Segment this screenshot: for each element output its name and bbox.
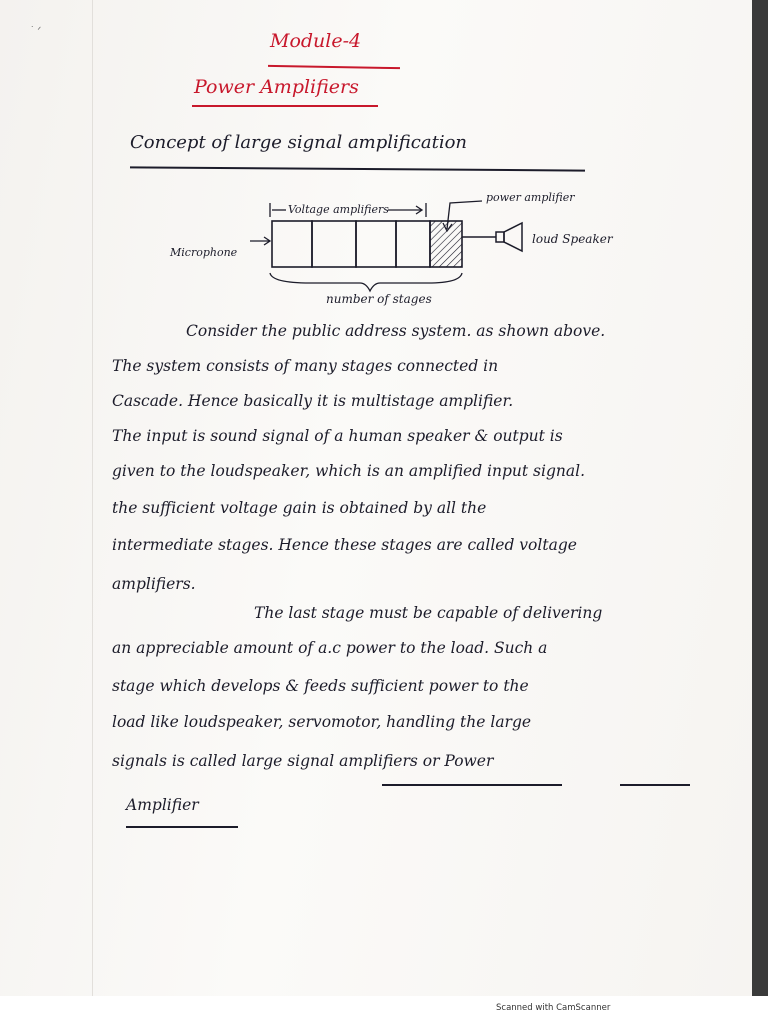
stages-label: number of stages (326, 292, 432, 306)
section-heading: Concept of large signal amplification (130, 132, 468, 153)
body-line-3: Cascade. Hence basically it is multistage amplifier. (112, 392, 514, 410)
topic-title: Power Amplifiers (194, 76, 359, 98)
microphone-arrow (250, 237, 270, 245)
body-line-12: load like loudspeaker, servomotor, handling the large (112, 713, 532, 731)
block-diagram (160, 185, 640, 310)
module-title-underline (268, 65, 400, 69)
module-title: Module-4 (270, 30, 362, 52)
section-heading-underline (130, 166, 585, 171)
body-line-5: given to the loudspeaker, which is an amplified input signal. (112, 462, 585, 480)
signal-amplifiers-underline (382, 784, 562, 786)
scanner-footer: Scanned with CamScanner (496, 1003, 611, 1013)
body-line-13: signals is called large signal amplifiers or Power (112, 752, 494, 770)
body-line-7: intermediate stages. Hence these stages are called voltage (112, 536, 577, 554)
scan-marks: ˙ ᐟ (30, 26, 42, 36)
voltage-span-arrow-right (388, 206, 422, 214)
power-amplifier-label: power amplifier (486, 191, 575, 204)
margin-line (92, 0, 93, 996)
stages-brace (270, 273, 462, 291)
power-underline (620, 784, 690, 786)
body-line-9: The last stage must be capable of delivering (254, 604, 603, 622)
speaker-icon (496, 223, 522, 251)
voltage-amplifier-stages (272, 221, 430, 267)
topic-title-underline (192, 105, 378, 107)
stage-box-2 (312, 221, 356, 267)
scanner-band (0, 996, 768, 1024)
microphone-label: Microphone (170, 246, 238, 259)
body-line-14: Amplifier (126, 796, 199, 814)
body-line-10: an appreciable amount of a.c power to the load. Such a (112, 639, 548, 657)
loud-speaker-label: loud Speaker (532, 232, 613, 246)
body-line-2: The system consists of many stages connected in (112, 357, 499, 375)
body-line-1: Consider the public address system. as shown above. (186, 322, 606, 340)
stage-box-4 (396, 221, 430, 267)
voltage-amplifiers-label: Voltage amplifiers (288, 203, 389, 216)
body-line-11: stage which develops & feeds sufficient power to the (112, 677, 529, 695)
stage-box-3 (356, 221, 396, 267)
stage-box-1 (272, 221, 312, 267)
body-line-8: amplifiers. (112, 575, 196, 593)
body-line-6: the sufficient voltage gain is obtained by all the (112, 499, 487, 517)
amplifier-underline (126, 826, 238, 828)
body-line-4: The input is sound signal of a human speaker & output is (112, 427, 563, 445)
